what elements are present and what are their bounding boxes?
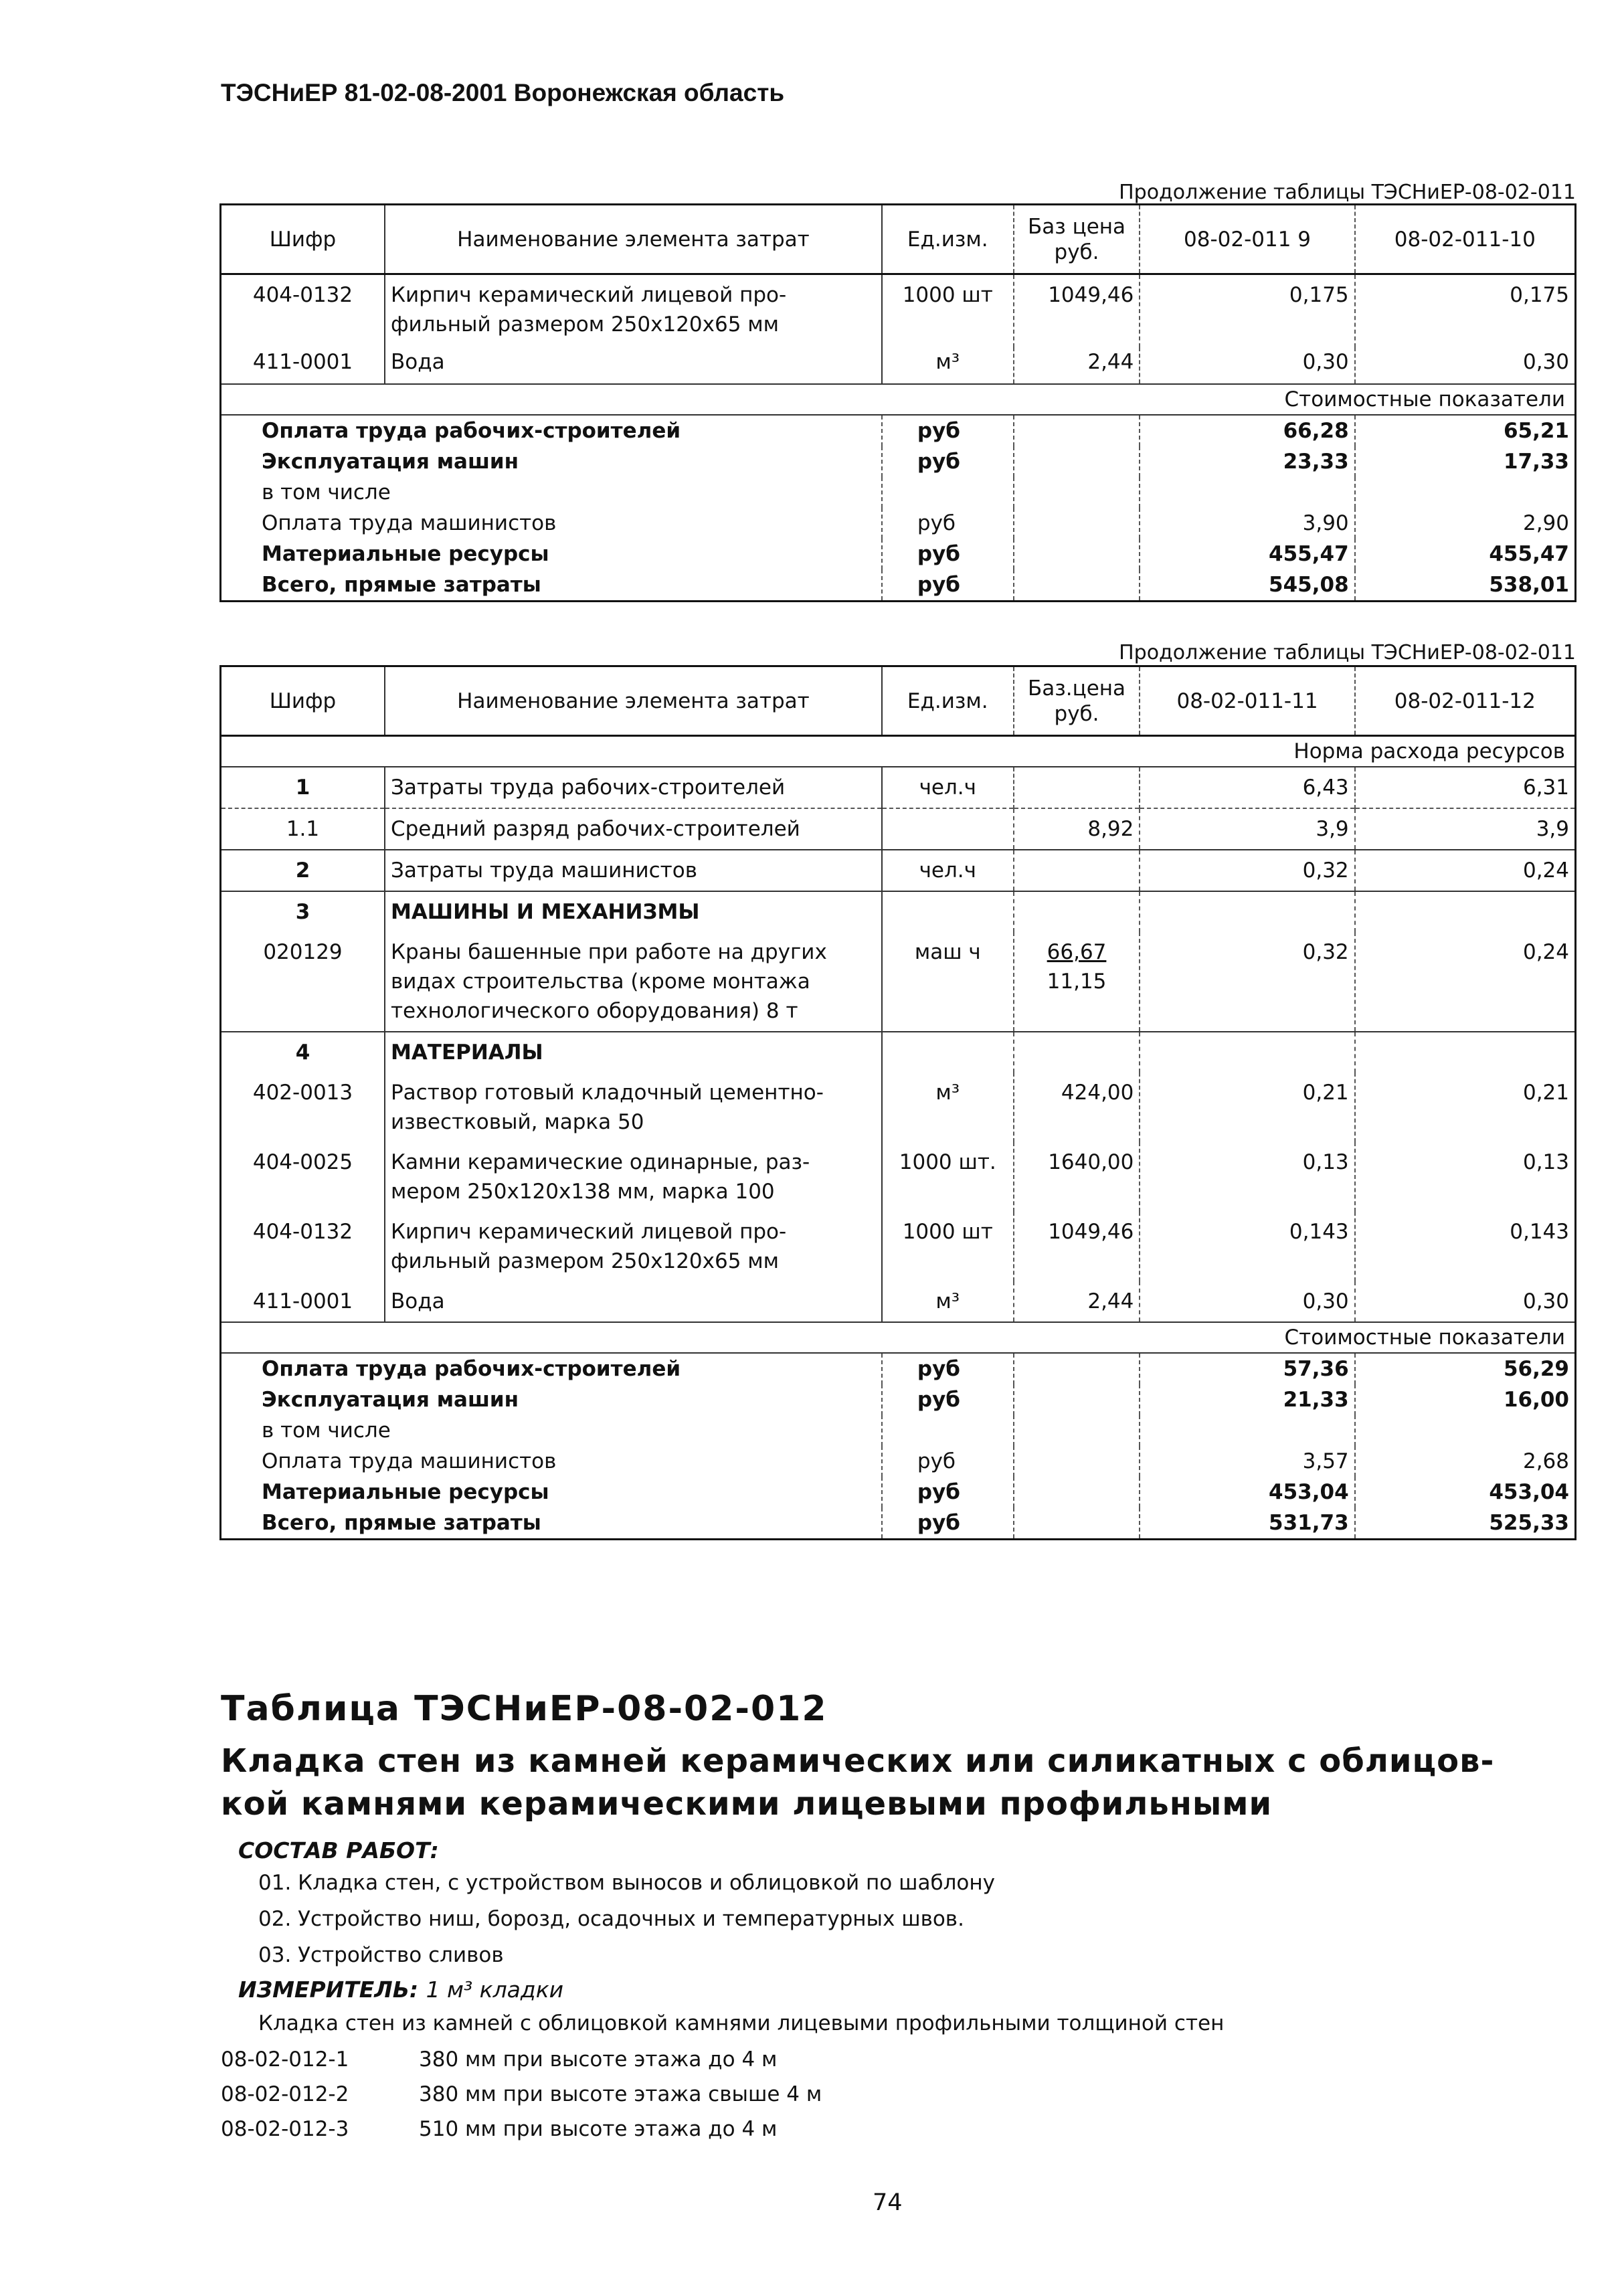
cost-name: Материальные ресурсы [262, 542, 549, 566]
cost-name: Оплата труда машинистов [262, 511, 557, 535]
cost-row [221, 569, 1576, 602]
cost-row [221, 508, 1576, 539]
cost-price [1014, 415, 1140, 446]
col-code: Шифр [269, 227, 337, 252]
cost-unit: руб [882, 446, 1014, 477]
cost-value-2: 453,04 [1355, 1477, 1576, 1508]
cost-value-2: 56,29 [1355, 1353, 1576, 1384]
row-code: 404-0132 [252, 1220, 353, 1244]
row-price: 2,44 [1014, 347, 1140, 384]
row-price: 424,00 [1014, 1073, 1140, 1142]
row-unit: м³ [882, 1073, 1014, 1142]
cost-name: Оплата труда рабочих-строителей [262, 1357, 681, 1381]
row-value-1 [1140, 1032, 1354, 1073]
row-price [1014, 850, 1140, 891]
section-heading: Кладка стен из камней керамических или силикатных с облицов-кой камнями керамическими лицевыми профильными [221, 1742, 1495, 1823]
row-code: 1 [295, 775, 310, 800]
table-title: Таблица ТЭСНиЕР-08-02-012 [221, 1689, 828, 1729]
row-value-2 [1355, 891, 1576, 932]
col-code: Шифр [269, 689, 337, 713]
row-value-1: 0,32 [1140, 850, 1354, 891]
row-unit [882, 808, 1014, 850]
cost-value-2: 2,68 [1355, 1446, 1576, 1477]
cost-unit: руб [882, 415, 1014, 446]
row-name: Вода [385, 347, 882, 384]
table-row [221, 850, 1576, 891]
cost-price [1014, 477, 1140, 508]
document-header: ТЭСНиЕР 81-02-08-2001 Воронежская область [221, 79, 785, 106]
row-price [1014, 891, 1140, 932]
row-unit: м³ [882, 347, 1014, 384]
row-value-1: 0,32 [1140, 932, 1354, 1032]
cost-name: в том числе [262, 480, 391, 505]
row-name: Вода [385, 1281, 882, 1322]
row-value-1: 6,43 [1140, 767, 1354, 808]
row-name: Кирпич керамический лицевой про-фильный размером 250х120х65 мм [385, 274, 882, 348]
item-text: 380 мм при высоте этажа до 4 м [419, 2047, 778, 2072]
row-code: 404-0025 [252, 1150, 353, 1174]
row-unit: 1000 шт. [882, 1142, 1014, 1212]
col-unit: Ед.изм. [882, 205, 1014, 274]
col-price: Баз.цена руб. [1014, 666, 1140, 736]
table-row [221, 1281, 1576, 1322]
cost-price [1014, 539, 1140, 569]
row-value-2: 6,31 [1355, 767, 1576, 808]
row-value-2: 0,143 [1355, 1212, 1576, 1281]
cost-name: Эксплуатация машин [262, 1388, 519, 1412]
cost-row [221, 1508, 1576, 1540]
row-value-2: 0,24 [1355, 850, 1576, 891]
row-price [1014, 932, 1140, 1032]
meter-value: 1 м³ кладки [426, 1977, 564, 2003]
cost-unit [882, 477, 1014, 508]
row-value-1: 0,30 [1140, 347, 1354, 384]
col-price: Баз цена руб. [1014, 205, 1140, 274]
row-value-2: 0,13 [1355, 1142, 1576, 1212]
row-value-1: 0,30 [1140, 1281, 1354, 1322]
row-name: Раствор готовый кладочный цементно-известковый, марка 50 [385, 1073, 882, 1142]
work-item: 01. Кладка стен, с устройством выносов и облицовкой по шаблону [258, 1871, 995, 1895]
row-unit: чел.ч [882, 767, 1014, 808]
cost-value-2: 455,47 [1355, 539, 1576, 569]
row-code: 404-0132 [252, 283, 353, 307]
row-unit: 1000 шт [882, 274, 1014, 348]
row-code: 1.1 [286, 817, 320, 841]
item-text: 380 мм при высоте этажа свыше 4 м [419, 2082, 822, 2106]
work-item: 03. Устройство сливов [258, 1943, 504, 1967]
row-price [1014, 1032, 1140, 1073]
row-unit: 1000 шт [882, 1212, 1014, 1281]
row-price: 2,44 [1014, 1281, 1140, 1322]
cost-unit [882, 1415, 1014, 1446]
col-name: Наименование элемента затрат [385, 666, 882, 736]
cost-row [221, 1446, 1576, 1477]
cost-name: Всего, прямые затраты [262, 573, 541, 597]
row-code: 402-0013 [252, 1081, 353, 1105]
row-name: Камни керамические одинарные, раз-мером 250х120х138 мм, марка 100 [385, 1142, 882, 1212]
cost-row [221, 539, 1576, 569]
cost-name: Материальные ресурсы [262, 1480, 549, 1504]
row-value-2: 3,9 [1355, 808, 1576, 850]
cost-name: Оплата труда рабочих-строителей [262, 419, 681, 443]
cost-value-2: 16,00 [1355, 1384, 1576, 1415]
row-code: 411-0001 [252, 350, 353, 374]
row-price [1014, 767, 1140, 808]
table-row [221, 1142, 1576, 1212]
row-name: Затраты труда машинистов [385, 850, 882, 891]
cost-row [221, 1477, 1576, 1508]
row-unit [882, 891, 1014, 932]
cost-value-2: 65,21 [1355, 415, 1576, 446]
row-name: Кирпич керамический лицевой про-фильный размером 250х120х65 мм [385, 1212, 882, 1281]
cost-row [221, 1353, 1576, 1384]
cost-row [221, 1384, 1576, 1415]
cost-value-2 [1355, 477, 1576, 508]
table-continuation-label: Продолжение таблицы ТЭСНиЕР-08-02-011 [1119, 181, 1576, 204]
cost-row [221, 477, 1576, 508]
table-row [221, 274, 1576, 348]
row-value-1: 0,13 [1140, 1142, 1354, 1212]
row-name: Краны башенные при работе на других видах строительства (кроме монтажа технологического оборудования) 8 т [385, 932, 882, 1032]
row-unit [882, 1032, 1014, 1073]
section-label: Норма расхода ресурсов [221, 736, 1576, 767]
cost-unit: руб [882, 569, 1014, 602]
work-item: 02. Устройство ниш, борозд, осадочных и температурных швов. [258, 1907, 964, 1931]
meter-label-text: ИЗМЕРИТЕЛЬ: [238, 1977, 419, 2003]
row-value-1: 3,9 [1140, 808, 1354, 850]
col-name: Наименование элемента затрат [385, 205, 882, 274]
table-row [221, 808, 1576, 850]
resource-table-2 [219, 665, 1576, 1540]
cost-unit: руб [882, 508, 1014, 539]
row-value-1: 0,143 [1140, 1212, 1354, 1281]
col-variant-2: 08-02-011-12 [1355, 666, 1576, 736]
cost-price [1014, 446, 1140, 477]
item-code: 08-02-012-2 [221, 2082, 349, 2106]
row-value-2: 0,24 [1355, 932, 1576, 1032]
cost-price [1014, 1384, 1140, 1415]
cost-value-1: 21,33 [1140, 1384, 1354, 1415]
row-value-1: 0,175 [1140, 274, 1354, 348]
table-row [221, 1032, 1576, 1073]
section-row [221, 736, 1576, 767]
cost-unit: руб [882, 1353, 1014, 1384]
cost-value-1: 3,90 [1140, 508, 1354, 539]
col-variant-1: 08-02-011 9 [1140, 205, 1354, 274]
cost-value-2: 2,90 [1355, 508, 1576, 539]
cost-row [221, 1415, 1576, 1446]
cost-unit: руб [882, 1477, 1014, 1508]
cost-value-1: 57,36 [1140, 1353, 1354, 1384]
row-unit: м³ [882, 1281, 1014, 1322]
row-code: 2 [295, 858, 310, 883]
cost-value-2 [1355, 1415, 1576, 1446]
page-number: 74 [873, 2189, 903, 2216]
cost-value-1: 545,08 [1140, 569, 1354, 602]
resource-table-1 [219, 203, 1576, 602]
col-unit: Ед.изм. [882, 666, 1014, 736]
row-name: Затраты труда рабочих-строителей [385, 767, 882, 808]
cost-price [1014, 1353, 1140, 1384]
col-variant-2: 08-02-011-10 [1355, 205, 1576, 274]
cost-value-1: 23,33 [1140, 446, 1354, 477]
cost-value-1: 3,57 [1140, 1446, 1354, 1477]
row-code: 3 [295, 900, 310, 924]
table-row [221, 1212, 1576, 1281]
row-value-1 [1140, 891, 1354, 932]
cost-value-1: 66,28 [1140, 415, 1354, 446]
table-row [221, 347, 1576, 384]
row-price: 8,92 [1014, 808, 1140, 850]
cost-price [1014, 1477, 1140, 1508]
row-value-2: 0,30 [1355, 347, 1576, 384]
cost-price [1014, 1508, 1140, 1540]
row-code: 411-0001 [252, 1289, 353, 1313]
table-row [221, 891, 1576, 932]
cost-row [221, 415, 1576, 446]
row-price: 1640,00 [1014, 1142, 1140, 1212]
row-unit: маш ч [882, 932, 1014, 1032]
row-unit: чел.ч [882, 850, 1014, 891]
cost-value-2: 17,33 [1355, 446, 1576, 477]
item-text: 510 мм при высоте этажа до 4 м [419, 2117, 778, 2141]
cost-name: Эксплуатация машин [262, 450, 519, 474]
section-row [221, 384, 1576, 415]
row-code: 4 [295, 1040, 310, 1065]
table-row [221, 767, 1576, 808]
cost-value-1: 531,73 [1140, 1508, 1354, 1540]
cost-price [1014, 508, 1140, 539]
col-variant-1: 08-02-011-11 [1140, 666, 1354, 736]
cost-value-2: 538,01 [1355, 569, 1576, 602]
table-row [221, 932, 1576, 1032]
intro-text: Кладка стен из камней с облицовкой камнями лицевыми профильными толщиной стен [258, 2011, 1225, 2035]
section-row [221, 1322, 1576, 1353]
cost-value-1: 455,47 [1140, 539, 1354, 569]
table-continuation-label: Продолжение таблицы ТЭСНиЕР-08-02-011 [1119, 641, 1576, 664]
cost-value-1: 453,04 [1140, 1477, 1354, 1508]
row-name: МАШИНЫ И МЕХАНИЗМЫ [385, 891, 882, 932]
row-value-2: 0,21 [1355, 1073, 1576, 1142]
row-name: Средний разряд рабочих-строителей [385, 808, 882, 850]
table-row [221, 1073, 1576, 1142]
cost-name: Оплата труда машинистов [262, 1449, 557, 1473]
cost-unit: руб [882, 1384, 1014, 1415]
works-label: СОСТАВ РАБОТ: [238, 1837, 439, 1863]
meter-label [238, 1977, 563, 2003]
row-value-1: 0,21 [1140, 1073, 1354, 1142]
row-value-2: 0,175 [1355, 274, 1576, 348]
cost-name: Всего, прямые затраты [262, 1511, 541, 1535]
cost-value-1 [1140, 1415, 1354, 1446]
item-code: 08-02-012-3 [221, 2117, 349, 2141]
row-value-2 [1355, 1032, 1576, 1073]
cost-price [1014, 1446, 1140, 1477]
section-label: Стоимостные показатели [221, 1322, 1576, 1353]
row-code: 020129 [263, 940, 343, 964]
cost-price [1014, 569, 1140, 602]
cost-value-1 [1140, 477, 1354, 508]
row-price-value: 66,67 [1047, 940, 1107, 964]
cost-value-2: 525,33 [1355, 1508, 1576, 1540]
cost-price [1014, 1415, 1140, 1446]
cost-name: в том числе [262, 1419, 391, 1443]
cost-row [221, 446, 1576, 477]
row-price: 1049,46 [1014, 274, 1140, 348]
item-code: 08-02-012-1 [221, 2047, 349, 2072]
section-label: Стоимостные показатели [221, 384, 1576, 415]
row-name: МАТЕРИАЛЫ [385, 1032, 882, 1073]
cost-unit: руб [882, 539, 1014, 569]
row-price-value-2: 11,15 [1047, 970, 1107, 994]
row-price: 1049,46 [1014, 1212, 1140, 1281]
row-value-2: 0,30 [1355, 1281, 1576, 1322]
cost-unit: руб [882, 1446, 1014, 1477]
cost-unit: руб [882, 1508, 1014, 1540]
